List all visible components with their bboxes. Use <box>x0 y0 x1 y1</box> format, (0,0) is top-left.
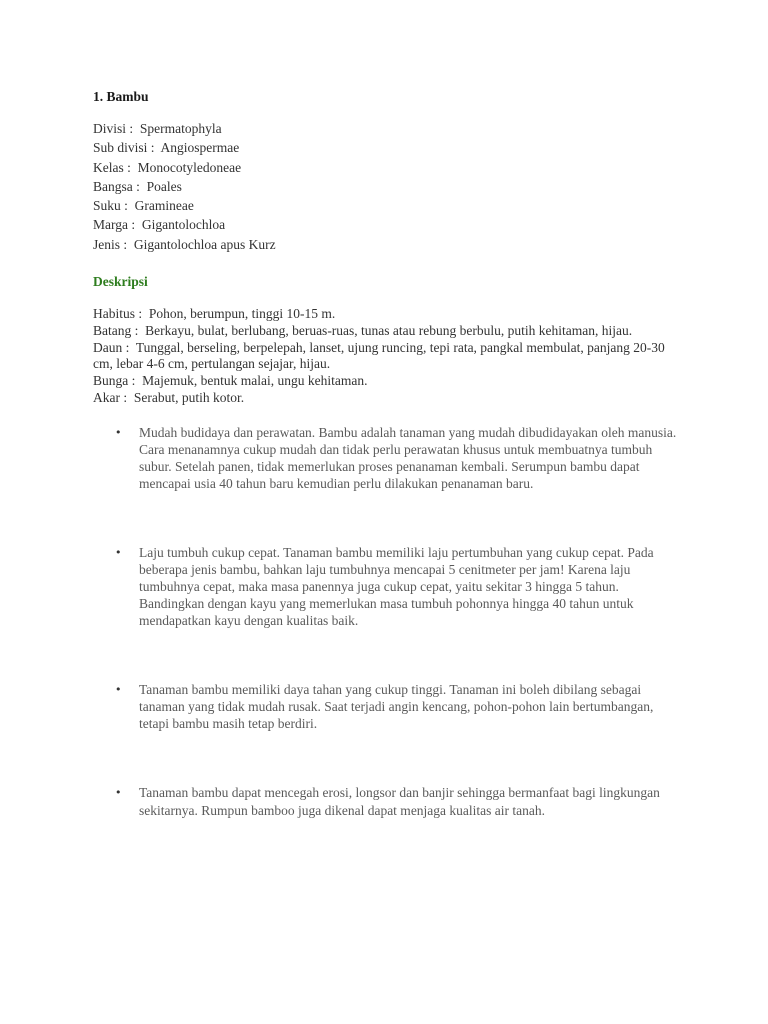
taxonomy-label: Divisi : <box>93 121 134 136</box>
description-label: Akar : <box>93 390 128 406</box>
description-value: Majemuk, bentuk malai, ungu kehitaman. <box>142 373 368 389</box>
description-label: Daun : <box>93 339 130 355</box>
bullet-icon: • <box>115 682 122 696</box>
bullet-icon: • <box>115 545 122 559</box>
taxonomy-row <box>93 215 683 234</box>
list-item-text: Tanaman bambu dapat mencegah erosi, longsor dan banjir sehingga bermanfaat bagi lingkungan sekitarnya. Rumpun bamboo juga dikenal dapat menjaga kualitas air tanah. <box>139 785 660 818</box>
taxonomy-row <box>93 119 683 138</box>
taxonomy-value: Gigantolochloa <box>141 217 226 233</box>
description-row <box>93 373 683 390</box>
taxonomy-label: Marga : <box>93 217 136 233</box>
bullet-icon: • <box>115 786 122 800</box>
section-title-deskripsi: Deskripsi <box>93 274 148 290</box>
taxonomy-row <box>93 138 683 157</box>
taxonomy-value: Poales <box>146 178 182 194</box>
taxonomy-label: Suku : <box>93 198 128 214</box>
taxonomy-label: Jenis : <box>93 236 128 252</box>
description-row <box>93 306 683 323</box>
taxonomy-row <box>93 177 683 196</box>
taxonomy-row <box>93 158 683 177</box>
list-item-text: Mudah budidaya dan perawatan. Bambu adalah tanaman yang mudah dibudidayakan oleh manusia. Cara menanamnya cukup mudah dan tidak perlu perawatan khusus untuk membuatnya tumbuh subur. Setelah panen, tidak memerlukan proses penanaman kembali. Serumpun bambu dapat mencapai usia 40 tahun baru kemudian perlu dilakukan penanaman baru. <box>139 424 677 492</box>
description-label: Habitus : <box>93 306 143 322</box>
bullet-icon: • <box>115 425 122 439</box>
description-value: Berkayu, bulat, berlubang, beruas-ruas, tunas atau rebung berbulu, putih kehitaman, hijau. <box>145 322 633 338</box>
description-list <box>93 306 683 407</box>
document-page <box>93 88 683 819</box>
taxonomy-list <box>93 119 683 254</box>
taxonomy-label: Sub divisi : <box>93 140 155 156</box>
list-item <box>93 681 683 733</box>
benefits-list <box>93 424 683 819</box>
taxonomy-value: Monocotyledoneae <box>137 159 242 175</box>
description-row <box>93 323 683 340</box>
description-value: Serabut, putih kotor. <box>133 390 245 406</box>
description-value: Tunggal, berseling, berpelepah, lanset, ujung runcing, tepi rata, pangkal membulat, panjang 20-30 cm, lebar 4-6 cm, pertulangan sejajar, hijau. <box>93 339 665 372</box>
taxonomy-label: Bangsa : <box>93 178 140 194</box>
description-row <box>93 390 683 407</box>
page-heading: 1. Bambu <box>93 89 149 104</box>
taxonomy-value: Gigantolochloa apus Kurz <box>133 236 276 252</box>
taxonomy-row <box>93 196 683 215</box>
description-value: Pohon, berumpun, tinggi 10-15 m. <box>148 306 336 322</box>
list-item <box>93 424 683 493</box>
description-label: Batang : <box>93 322 139 338</box>
taxonomy-row <box>93 235 683 254</box>
list-item <box>93 784 683 818</box>
list-item-text: Laju tumbuh cukup cepat. Tanaman bambu memiliki laju pertumbuhan yang cukup cepat. Pada beberapa jenis bambu, bahkan laju tumbuhnya mencapai 5 cenitmeter per jam! Karena laju tumbuhnya cepat, maka masa panennya juga cukup cepat, yaitu sekitar 3 hingga 5 tahun. Bandingkan dengan kayu yang memerlukan masa tumbuh pohonnya hingga 40 tahun untuk mendapatkan kayu dengan kualitas baik. <box>139 544 654 629</box>
taxonomy-value: Angiospermae <box>160 140 240 156</box>
description-label: Bunga : <box>93 373 136 389</box>
taxonomy-label: Kelas : <box>93 159 131 175</box>
list-item <box>93 544 683 630</box>
description-row <box>93 340 683 374</box>
taxonomy-value: Gramineae <box>134 198 194 214</box>
taxonomy-value: Spermatophyla <box>139 121 222 136</box>
list-item-text: Tanaman bambu memiliki daya tahan yang cukup tinggi. Tanaman ini boleh dibilang sebagai tanaman yang tidak mudah rusak. Saat terjadi angin kencang, pohon-pohon lain bertumbangan, tetapi bambu masih tetap berdiri. <box>139 681 654 732</box>
